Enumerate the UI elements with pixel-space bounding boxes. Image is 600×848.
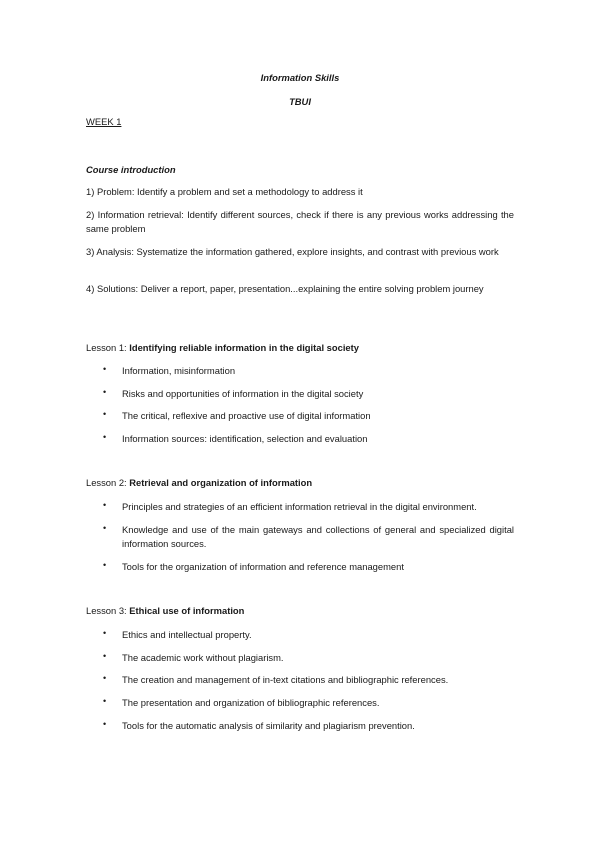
bullet-icon: • — [103, 651, 107, 661]
lesson-1-bullet: Information, misinformation — [122, 365, 236, 376]
lesson-3-heading — [86, 605, 244, 616]
week-heading: WEEK 1 — [86, 116, 122, 127]
bullet-icon: • — [103, 432, 107, 442]
intro-item: 3) Analysis: Systematize the information gathered, explore insights, and contrast with previous work — [86, 246, 499, 257]
lesson-prefix: Lesson 2: — [86, 477, 130, 488]
lesson-3-bullet: Tools for the automatic analysis of similarity and plagiarism prevention. — [122, 720, 415, 731]
lesson-1-heading — [86, 342, 359, 353]
bullet-icon: • — [103, 673, 107, 683]
course-introduction-heading: Course introduction — [86, 164, 176, 175]
bullet-icon: • — [103, 364, 107, 374]
lesson-title: Ethical use of information — [129, 605, 245, 616]
bullet-icon: • — [103, 628, 107, 638]
lesson-1-bullet: The critical, reflexive and proactive use of digital information — [122, 410, 371, 421]
lesson-prefix: Lesson 1: — [86, 342, 130, 353]
lesson-1-bullet: Risks and opportunities of information in the digital society — [122, 388, 364, 399]
bullet-icon: • — [103, 560, 107, 570]
lesson-title: Identifying reliable information in the digital society — [129, 342, 359, 353]
intro-item: 2) Information retrieval: Identify different sources, check if there is any previous works addressing the same problem — [86, 209, 514, 234]
lesson-2-bullet: Knowledge and use of the main gateways and collections of general and specialized digital information sources. — [122, 524, 514, 549]
document-title: Information Skills — [260, 72, 340, 83]
lesson-3-bullet: The creation and management of in-text citations and bibliographic references. — [122, 674, 449, 685]
lesson-prefix: Lesson 3: — [86, 605, 130, 616]
intro-item: 4) Solutions: Deliver a report, paper, presentation...explaining the entire solving problem journey — [86, 283, 484, 294]
intro-item: 1) Problem: Identify a problem and set a methodology to address it — [86, 186, 363, 197]
bullet-icon: • — [103, 719, 107, 729]
bullet-icon: • — [103, 523, 107, 533]
bullet-icon: • — [103, 696, 107, 706]
lesson-1-bullet: Information sources: identification, selection and evaluation — [122, 433, 368, 444]
lesson-3-bullet: Ethics and intellectual property. — [122, 629, 252, 640]
lesson-2-bullet: Tools for the organization of information and reference management — [122, 561, 404, 572]
bullet-icon: • — [103, 387, 107, 397]
lesson-2-bullet: Principles and strategies of an efficient information retrieval in the digital environment. — [122, 501, 477, 512]
bullet-icon: • — [103, 409, 107, 419]
document-subtitle: TBUI — [289, 96, 311, 107]
lesson-3-bullet: The academic work without plagiarism. — [122, 652, 284, 663]
lesson-title: Retrieval and organization of information — [129, 477, 313, 488]
lesson-3-bullet: The presentation and organization of bibliographic references. — [122, 697, 380, 708]
lesson-2-heading — [86, 477, 312, 488]
bullet-icon: • — [103, 500, 107, 510]
